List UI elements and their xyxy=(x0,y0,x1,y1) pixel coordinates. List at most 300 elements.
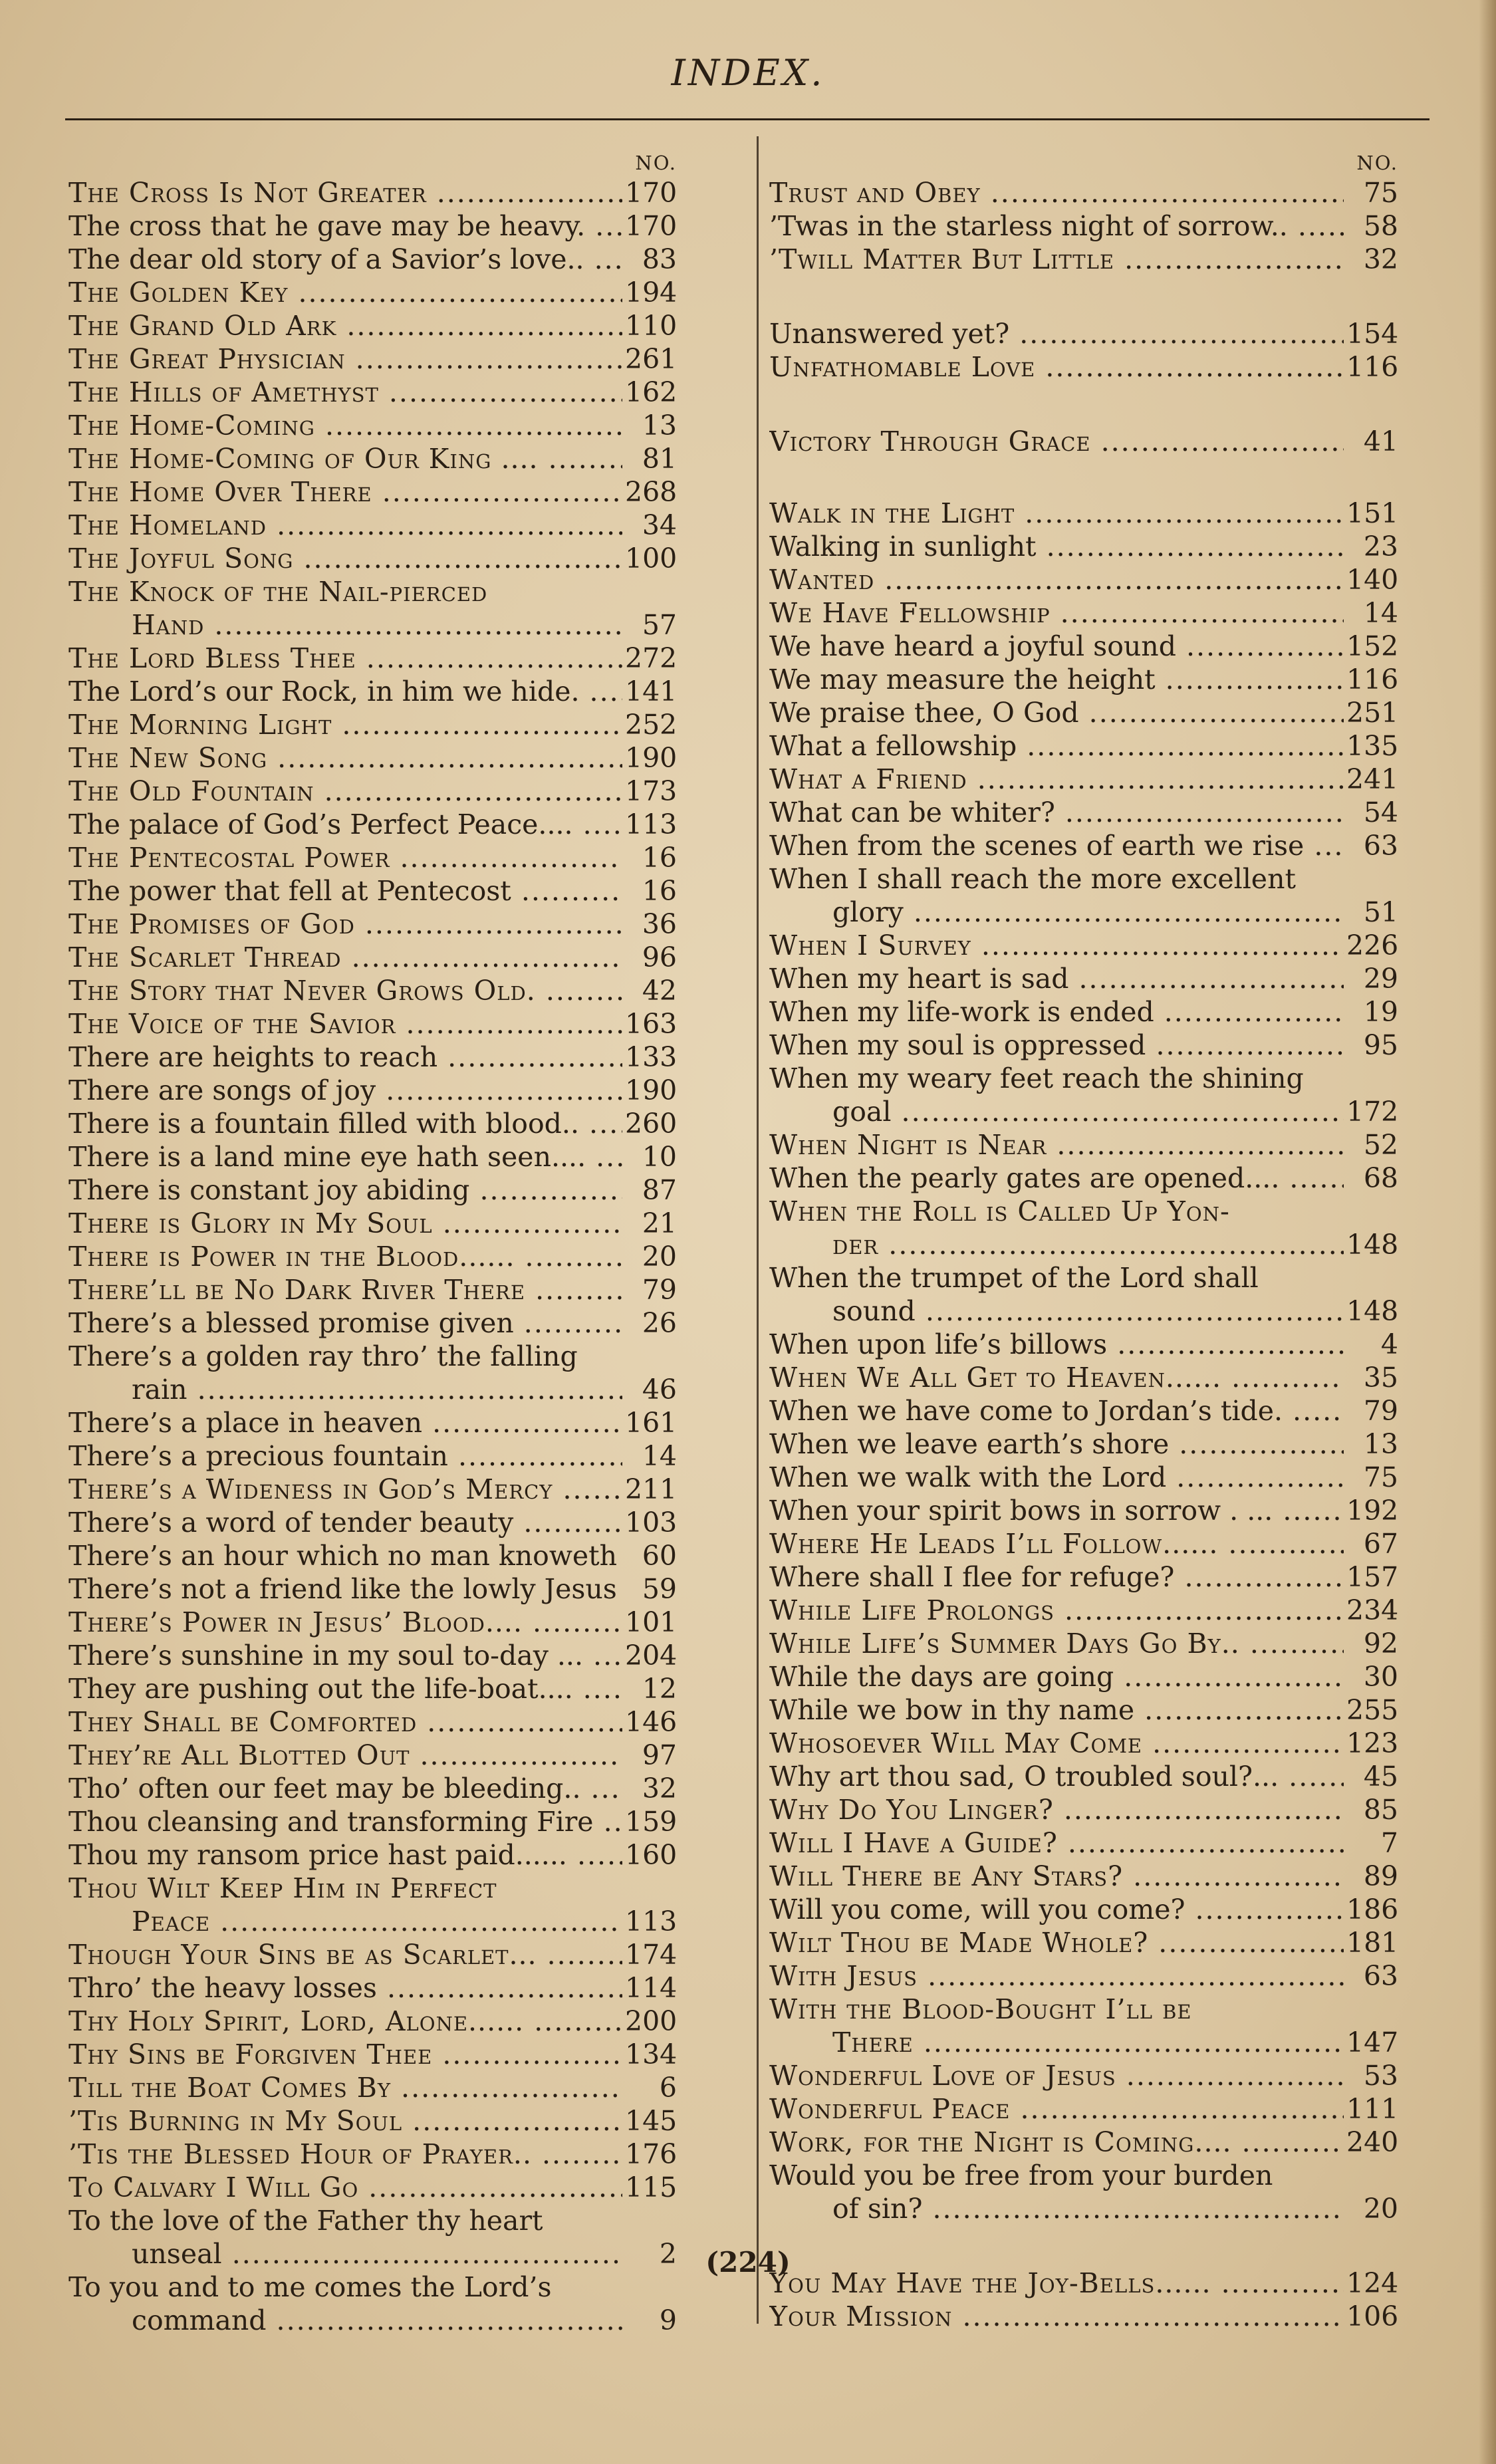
entry-title: There’s a golden ray thro’ the falling xyxy=(68,1340,578,1372)
entry-title: Thou cleansing and transforming Fire xyxy=(68,1806,594,1838)
index-entry xyxy=(68,1838,677,1872)
hymn-number: 101 xyxy=(625,1606,677,1638)
index-list-right xyxy=(769,176,1398,2333)
index-entry xyxy=(68,1739,677,1772)
leader-dots xyxy=(1218,1528,1344,1560)
entry-title: There is constant joy abiding xyxy=(68,1174,470,1206)
leader-dots xyxy=(514,1307,622,1339)
entry-title: When we leave earth’s shore xyxy=(769,1428,1170,1460)
entry-title: To Calvary I Will Go xyxy=(68,2171,359,2203)
leader-dots xyxy=(1055,797,1344,828)
hymn-number: 161 xyxy=(625,1407,677,1439)
entry-title: Wilt Thou be Made Whole? xyxy=(769,1927,1149,1959)
index-entry xyxy=(769,317,1398,350)
hymn-number: 115 xyxy=(625,2171,677,2203)
leader-dots xyxy=(293,543,622,574)
leader-dots xyxy=(1185,1894,1344,1925)
leader-dots xyxy=(1142,1727,1344,1759)
entry-title: There’s a place in heaven xyxy=(68,1407,423,1439)
hymn-number: 251 xyxy=(1346,697,1398,729)
entry-title: There’s a Wideness in God’s Mercy xyxy=(68,1473,553,1505)
index-entry xyxy=(68,475,677,509)
entry-title: Though Your Sins be as Scarlet... xyxy=(68,1939,537,1971)
entry-title: Till the Boat Comes By xyxy=(68,2072,392,2104)
entry-title: They are pushing out the life-boat.... xyxy=(68,1673,573,1705)
hymn-number: 19 xyxy=(1363,996,1398,1028)
leader-dots xyxy=(581,1773,623,1804)
hymn-number: 97 xyxy=(642,1739,677,1771)
entry-title: What can be whiter? xyxy=(769,797,1055,828)
index-entry xyxy=(769,1062,1398,1095)
index-entry xyxy=(769,2026,1398,2059)
hymn-number: 12 xyxy=(642,1673,677,1705)
leader-dots xyxy=(1010,2093,1344,2125)
entry-title: Wonderful Peace xyxy=(769,2093,1011,2125)
leader-dots xyxy=(187,1374,622,1406)
index-entry xyxy=(769,1793,1398,1826)
index-entry xyxy=(68,1140,677,1173)
entry-title: The Voice of the Savior xyxy=(68,1008,396,1040)
index-entry xyxy=(769,2092,1398,2126)
index-entry xyxy=(68,176,677,209)
page-title: INDEX. xyxy=(671,52,825,94)
index-entry xyxy=(68,542,677,575)
hymn-number: 170 xyxy=(625,210,677,242)
entry-title: ’Tis the Blessed Hour of Prayer.. xyxy=(68,2138,532,2170)
leader-dots xyxy=(390,842,622,874)
leader-dots xyxy=(537,1939,622,1971)
index-entry xyxy=(769,1594,1398,1627)
index-entry xyxy=(769,1893,1398,1926)
hymn-number: 261 xyxy=(625,343,677,375)
index-entry xyxy=(68,1340,677,1373)
entry-title: While the days are going xyxy=(769,1661,1114,1693)
index-entry xyxy=(68,608,677,642)
entry-title: The Lord Bless Thee xyxy=(68,642,356,674)
index-entry xyxy=(68,1971,677,2005)
entry-title: What a Friend xyxy=(769,763,967,795)
hymn-number: 7 xyxy=(1380,1827,1398,1859)
leader-dots xyxy=(586,1141,622,1173)
index-entry xyxy=(769,995,1398,1029)
entry-title: While we bow in thy name xyxy=(769,1694,1135,1726)
index-entry xyxy=(769,763,1398,796)
entry-title: There are heights to reach xyxy=(68,1041,438,1073)
leader-dots xyxy=(377,1972,622,2004)
entry-title: When my heart is sad xyxy=(769,963,1069,995)
hymn-number: 6 xyxy=(659,2072,677,2104)
entry-title: The New Song xyxy=(68,742,268,774)
hymn-number: 83 xyxy=(642,243,677,275)
leader-dots xyxy=(952,2300,1344,2332)
index-entry xyxy=(68,1672,677,1705)
entry-title: Will I Have a Guide? xyxy=(769,1827,1058,1859)
leader-dots xyxy=(904,896,1344,928)
leader-dots xyxy=(402,2105,622,2137)
index-entry xyxy=(68,1074,677,1107)
entry-title: There is Glory in My Soul xyxy=(68,1207,433,1239)
hymn-number: 255 xyxy=(1346,1694,1398,1726)
leader-dots xyxy=(878,1229,1344,1261)
leader-dots xyxy=(1169,1428,1344,1460)
index-entry xyxy=(68,642,677,675)
hymn-number: 157 xyxy=(1346,1561,1398,1593)
entry-title: When upon life’s billows xyxy=(769,1328,1108,1360)
entry-title: Will you come, will you come? xyxy=(769,1894,1185,1925)
entry-title: There is Power in the Blood...... xyxy=(68,1241,515,1273)
leader-dots xyxy=(437,1041,622,1073)
entry-title: There’s sunshine in my soul to-day ... xyxy=(68,1640,583,1671)
index-entry xyxy=(769,929,1398,962)
entry-title: There’s an hour which no man knoweth xyxy=(68,1540,618,1572)
hymn-number: 30 xyxy=(1363,1661,1398,1693)
entry-title: Thou Wilt Keep Him in Perfect xyxy=(68,1872,497,1904)
hymn-number: 272 xyxy=(625,642,677,674)
hymn-number: 151 xyxy=(1346,497,1398,529)
entry-title: With the Blood-Bought I’ll be xyxy=(769,1993,1192,2025)
leader-dots xyxy=(1009,318,1344,350)
leader-dots xyxy=(579,1108,622,1140)
leader-dots xyxy=(1148,1927,1344,1959)
leader-dots xyxy=(584,243,622,275)
index-entry xyxy=(769,2059,1398,2092)
leader-dots xyxy=(981,177,1344,209)
entry-title: When We All Get to Heaven...... xyxy=(769,1362,1222,1394)
hymn-number: 10 xyxy=(642,1141,677,1173)
leader-dots xyxy=(553,1473,622,1505)
section-gap xyxy=(769,384,1398,425)
hymn-number: 204 xyxy=(625,1640,677,1671)
index-entry xyxy=(769,209,1398,243)
index-entry xyxy=(68,941,677,974)
hymn-number: 52 xyxy=(1363,1129,1398,1161)
hymn-number: 20 xyxy=(642,1241,677,1273)
entry-title: The Scarlet Thread xyxy=(68,941,342,973)
entry-title: The Home-Coming xyxy=(68,410,315,441)
leader-dots xyxy=(967,763,1344,795)
entry-title: There’s a word of tender beauty xyxy=(68,1507,514,1539)
entry-title: We may measure the height xyxy=(769,664,1156,695)
hymn-number: 85 xyxy=(1363,1794,1398,1826)
hymn-number: 133 xyxy=(625,1041,677,1073)
hymn-number: 260 xyxy=(625,1108,677,1140)
leader-dots xyxy=(513,1507,622,1539)
index-entry xyxy=(68,309,677,342)
entry-title: Trust and Obey xyxy=(769,177,981,209)
hymn-number: 13 xyxy=(642,410,677,441)
hymn-number: 92 xyxy=(1363,1628,1398,1660)
index-entry xyxy=(68,1240,677,1273)
entry-title: The cross that he gave may be heavy. xyxy=(68,210,586,242)
index-entry xyxy=(769,350,1398,384)
index-entry xyxy=(68,1306,677,1340)
entry-title: Work, for the Night is Coming.... xyxy=(769,2126,1232,2158)
leader-dots xyxy=(1055,1594,1344,1626)
hymn-number: 211 xyxy=(625,1473,677,1505)
entry-title: There’s not a friend like the lowly Jesus xyxy=(68,1573,617,1605)
leader-dots xyxy=(594,1806,622,1838)
entry-title: There xyxy=(832,2027,914,2058)
hymn-number: 41 xyxy=(1363,426,1398,457)
index-entry xyxy=(68,974,677,1007)
leader-dots xyxy=(922,2193,1344,2225)
index-entry xyxy=(68,376,677,409)
index-entry xyxy=(68,1041,677,1074)
leader-dots xyxy=(267,2304,623,2336)
hymn-number: 36 xyxy=(642,908,677,940)
leader-dots xyxy=(1107,1328,1344,1360)
index-entry xyxy=(68,2071,677,2104)
leader-dots xyxy=(583,1640,622,1671)
hymn-number: 26 xyxy=(642,1307,677,1339)
hymn-number: 106 xyxy=(1346,2300,1398,2332)
hymn-number: 29 xyxy=(1363,963,1398,995)
index-entry xyxy=(769,796,1398,829)
entry-title: To the love of the Father thy heart xyxy=(68,2205,543,2237)
index-entry xyxy=(68,841,677,874)
entry-title: The Knock of the Nail-pierced xyxy=(68,576,488,608)
index-entry xyxy=(68,409,677,442)
index-entry xyxy=(68,1705,677,1739)
hymn-number: 148 xyxy=(1346,1295,1398,1327)
hymn-number: 16 xyxy=(642,842,677,874)
hymn-number: 23 xyxy=(1363,531,1398,562)
index-entry xyxy=(68,775,677,808)
hymn-number: 241 xyxy=(1346,763,1398,795)
leader-dots xyxy=(332,709,622,741)
entry-title: Thro’ the heavy losses xyxy=(68,1972,377,2004)
index-entry xyxy=(769,1162,1398,1195)
hymn-number: 170 xyxy=(625,177,677,209)
entry-title: The dear old story of a Savior’s love.. xyxy=(68,243,584,275)
entry-title: Hand xyxy=(132,609,205,641)
leader-dots xyxy=(524,2005,622,2037)
hymn-number: 96 xyxy=(642,941,677,973)
index-entry xyxy=(769,2126,1398,2159)
index-entry xyxy=(68,1606,677,1639)
hymn-number: 87 xyxy=(642,1174,677,1206)
leader-dots xyxy=(532,2138,622,2170)
entry-title: sound xyxy=(832,1295,916,1327)
entry-title: There’s a precious fountain xyxy=(68,1440,448,1472)
hymn-number: 75 xyxy=(1363,177,1398,209)
index-entry xyxy=(769,176,1398,209)
leader-dots xyxy=(1304,830,1344,862)
hymn-number: 173 xyxy=(625,775,677,807)
index-entry xyxy=(769,1660,1398,1693)
index-entry xyxy=(68,1406,677,1439)
entry-title: When the trumpet of the Lord shall xyxy=(769,1262,1259,1294)
leader-dots xyxy=(1273,1495,1344,1527)
hymn-number: 159 xyxy=(625,1806,677,1838)
leader-dots xyxy=(1156,664,1344,695)
entry-title: command xyxy=(132,2304,267,2336)
index-column-right xyxy=(769,150,1398,2333)
leader-dots xyxy=(1123,1860,1344,1892)
leader-dots xyxy=(372,476,622,508)
leader-dots xyxy=(356,642,622,674)
hymn-number: 135 xyxy=(1346,730,1398,762)
leader-dots xyxy=(1134,1694,1344,1726)
index-entry xyxy=(68,1107,677,1140)
hymn-number: 35 xyxy=(1363,1362,1398,1394)
index-entry xyxy=(769,630,1398,663)
leader-dots xyxy=(580,676,623,707)
index-entry xyxy=(769,862,1398,896)
hymn-number: 162 xyxy=(625,376,677,408)
leader-dots xyxy=(892,1096,1344,1128)
index-entry xyxy=(68,1373,677,1406)
entry-title: Where shall I flee for refuge? xyxy=(769,1561,1175,1593)
leader-dots xyxy=(315,410,622,441)
index-entry xyxy=(769,497,1398,530)
entry-title: When the pearly gates are opened.... xyxy=(769,1162,1280,1194)
entry-title: The palace of God’s Perfect Peace.... xyxy=(68,808,573,840)
entry-title: Whosoever Will May Come xyxy=(769,1727,1143,1759)
index-entry xyxy=(68,1772,677,1805)
entry-title: You May Have the Joy-Bells...... xyxy=(769,2267,1211,2299)
entry-title: We Have Fellowship xyxy=(769,597,1051,629)
entry-title: The Joyful Song xyxy=(68,543,294,574)
index-entry xyxy=(769,729,1398,763)
hymn-number: 160 xyxy=(625,1839,677,1871)
hymn-number: 54 xyxy=(1363,797,1398,828)
entry-title: The Golden Key xyxy=(68,277,289,308)
index-entry xyxy=(68,1905,677,1938)
entry-title: The Cross Is Not Greater xyxy=(68,177,427,209)
leader-dots xyxy=(448,1440,622,1472)
hymn-number: 172 xyxy=(1346,1096,1398,1128)
leader-dots xyxy=(427,177,622,209)
leader-dots xyxy=(1068,963,1344,995)
entry-title: The Grand Old Ark xyxy=(68,310,337,342)
index-entry xyxy=(68,442,677,475)
hymn-number: 154 xyxy=(1346,318,1398,350)
entry-title: The Story that Never Grows Old. xyxy=(68,975,536,1007)
hymn-number: 124 xyxy=(1346,2267,1398,2299)
index-entry xyxy=(769,1361,1398,1394)
hymn-number: 194 xyxy=(625,277,677,308)
index-entry xyxy=(769,1328,1398,1361)
hymn-number: 145 xyxy=(625,2105,677,2137)
leader-dots xyxy=(210,1906,622,1937)
column-divider xyxy=(757,136,759,2324)
hymn-number: 192 xyxy=(1346,1495,1398,1527)
leader-dots xyxy=(288,277,622,308)
leader-dots xyxy=(573,808,622,840)
entry-title: While Life’s Summer Days Go By.. xyxy=(769,1628,1240,1660)
index-entry xyxy=(68,209,677,243)
number-column-heading: NO. xyxy=(1356,152,1398,174)
leader-dots xyxy=(1058,1827,1344,1859)
index-entry xyxy=(68,1572,677,1606)
hymn-number: 21 xyxy=(642,1207,677,1239)
entry-title: Wanted xyxy=(769,564,875,596)
entry-title: The Home-Coming of Our King .... xyxy=(68,443,539,475)
index-entry xyxy=(68,2005,677,2038)
leader-dots xyxy=(336,310,622,342)
leader-dots xyxy=(1051,597,1344,629)
index-entry xyxy=(769,530,1398,563)
entry-title: There is a fountain filled with blood.. xyxy=(68,1108,579,1140)
entry-title: The Hills of Amethyst xyxy=(68,376,379,408)
index-entry xyxy=(769,829,1398,862)
index-entry xyxy=(68,342,677,376)
hymn-number: 20 xyxy=(1363,2193,1398,2225)
entry-title: Walk in the Light xyxy=(769,497,1015,529)
leader-dots xyxy=(585,210,622,242)
leader-dots xyxy=(1035,351,1344,383)
leader-dots xyxy=(1047,1129,1344,1161)
index-entry xyxy=(769,1627,1398,1660)
page-edge-shadow xyxy=(1479,0,1496,2464)
index-entry xyxy=(769,896,1398,929)
leader-dots xyxy=(204,609,622,641)
leader-dots xyxy=(355,908,622,940)
leader-dots xyxy=(358,2171,622,2203)
entry-title: Walking in sunlight xyxy=(769,531,1037,562)
index-entry xyxy=(769,1095,1398,1128)
entry-title: Wonderful Love of Jesus xyxy=(769,2060,1116,2092)
entry-title: When we walk with the Lord xyxy=(769,1461,1167,1493)
index-entry xyxy=(769,425,1398,458)
index-entry xyxy=(68,2038,677,2071)
entry-title: There is a land mine eye hath seen.... xyxy=(68,1141,586,1173)
entry-title: When from the scenes of earth we rise xyxy=(769,830,1305,862)
leader-dots xyxy=(1240,1628,1344,1660)
hymn-number: 2 xyxy=(659,2238,677,2270)
index-entry xyxy=(769,1860,1398,1893)
leader-dots xyxy=(1015,497,1344,529)
entry-title: Where He Leads I’ll Follow...... xyxy=(769,1528,1219,1560)
entry-title: Unfathomable Love xyxy=(769,351,1036,383)
entry-title: When my weary feet reach the shining xyxy=(769,1062,1304,1094)
index-entry xyxy=(769,1195,1398,1228)
index-entry xyxy=(769,1959,1398,1993)
hymn-number: 111 xyxy=(1346,2093,1398,2125)
hymn-number: 140 xyxy=(1346,564,1398,596)
entry-title: What a fellowship xyxy=(769,730,1017,762)
index-entry xyxy=(68,509,677,542)
hymn-number: 103 xyxy=(625,1507,677,1539)
hymn-number: 79 xyxy=(1363,1395,1398,1427)
leader-dots xyxy=(1232,2126,1344,2158)
index-entry xyxy=(769,2192,1398,2225)
hymn-number: 42 xyxy=(642,975,677,1007)
hymn-number: 59 xyxy=(642,1573,677,1605)
leader-dots xyxy=(523,1606,622,1638)
leader-dots xyxy=(1037,531,1344,562)
hymn-number: 51 xyxy=(1363,896,1398,928)
entry-title: unseal xyxy=(132,2238,222,2270)
hymn-number: 4 xyxy=(1380,1328,1398,1360)
hymn-number: 116 xyxy=(1346,664,1398,695)
section-gap xyxy=(769,276,1398,317)
hymn-number: 32 xyxy=(1363,243,1398,275)
index-entry xyxy=(68,243,677,276)
index-entry xyxy=(769,1294,1398,1328)
entry-title: There’s Power in Jesus’ Blood.... xyxy=(68,1606,523,1638)
index-entry xyxy=(68,1207,677,1240)
hymn-number: 63 xyxy=(1363,1960,1398,1992)
entry-title: When we have come to Jordan’s tide. xyxy=(769,1395,1283,1427)
index-list-left xyxy=(68,176,677,2337)
leader-dots xyxy=(379,376,622,408)
index-entry xyxy=(769,1394,1398,1427)
leader-dots xyxy=(1017,730,1344,762)
hymn-number: 190 xyxy=(625,1074,677,1106)
index-entry xyxy=(769,1494,1398,1527)
